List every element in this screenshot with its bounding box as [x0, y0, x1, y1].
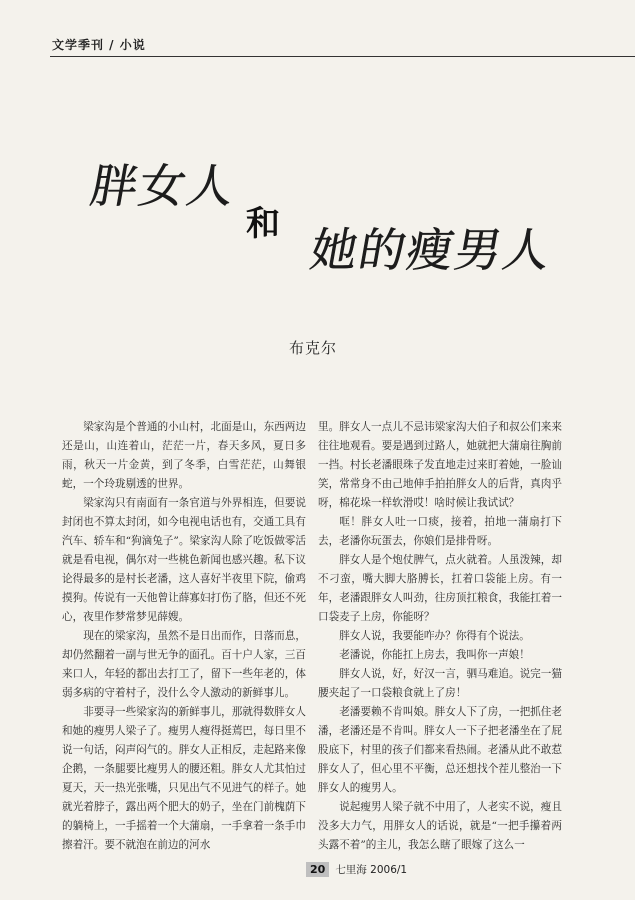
section-header: 文学季刊 / 小说	[52, 38, 146, 52]
paragraph: 哐！胖女人吐一口痰，接着，拍地一蒲扇打下去，老潘你玩蛋去，你娘们是排骨呀。	[318, 516, 562, 547]
page-number: 20	[306, 862, 329, 877]
author-name: 布克尔	[289, 339, 338, 357]
paragraph: 梁家沟是个普通的小山村，北面是山，东西两边还是山，山连着山，茫茫一片，春天多风，夏日多雨，秋天一片金黄，到了冬季，白雪茫茫，山舞银蛇，一个玲珑剔透的世界。	[62, 421, 306, 490]
paragraph: 非要寻一些梁家沟的新鲜事儿，那就得数胖女人和她的瘦男人梁子了。瘦男人瘦得挺蔫巴，每日里不说一句话，闷声闷气的。胖女人正相反，走起路来像企鹅，一条腿要比瘦男人的腰还粗。胖女人尤其怕过夏天，天一热光张嘴，只见出气不见进气的样子。她就光着脖子，露出两个肥大的奶子，坐在门前槐荫下的躺椅上，一手摇着一个大蒲扇，一手拿着一条手巾擦着汗。要不就泡在前边的河水	[62, 706, 306, 851]
paragraph: 胖女人是个炮仗脾气，点火就着。人虽泼辣，却不刁蛮，嘴大脚大胳膊长，扛着口袋能上房。有一年，老潘跟胖女人叫劲，往房顶扛粮食，我能扛着一口袋麦子上房，你能呀？	[318, 554, 562, 623]
paragraph: 说起瘦男人梁子就不中用了，人老实不说，瘦且没多大力气，用胖女人的话说，就是“一把手攥着两头露不着”的主儿，我怎么瞎了眼嫁了这么一	[318, 801, 562, 851]
paragraph: 现在的梁家沟，虽然不是日出而作，日落而息，却仍然翻着一副与世无争的面孔。百十户人家，三百来口人，年轻的都出去打工了，留下一些年老的，体弱多病的守着村子，没什么令人激动的新鲜事儿。	[62, 630, 306, 699]
paragraph: 里。胖女人一点儿不忌讳梁家沟大伯子和叔公们来来往往地观看。要是遇到过路人，她就把大蒲扇往胸前一挡。村长老潘眼珠子发直地走过来盯着她，一脸讪笑，常常身不由己地伸手拍拍胖女人的后背，真肉乎呀，棉花垛一样软滑哎！啥时候让我试试？	[318, 421, 562, 509]
title-line-1: 胖女人	[86, 159, 241, 213]
left-column	[62, 418, 306, 855]
title-conjunction: 和	[246, 204, 280, 244]
paragraph: 胖女人说，好，好汉一言，驷马难追。说完一猫腰夹起了一口袋粮食就上了房！	[318, 668, 562, 699]
right-column	[318, 418, 562, 855]
paragraph: 老潘说，你能扛上房去，我叫你一声娘！	[339, 649, 530, 661]
publication-info: 七里海 2006/1	[335, 864, 408, 876]
title-line-2: 她的瘦男人	[306, 223, 557, 277]
paragraph: 梁家沟只有南面有一条官道与外界相连，但要说封闭也不算太封闭，如今电视电话也有，交通工具有汽车、轿车和“狗滴兔子”。梁家沟人除了吃饭做零活就是看电视，偶尔对一些桃色新闻也感兴趣。私下议论得最多的是村长老潘，这人喜好半夜里下院，偷鸡摸狗。传说有一天他曾让薛寡妇打伤了胳，但还不死心，夜里作梦常梦见薛嫂。	[62, 497, 306, 623]
page-footer	[306, 862, 407, 877]
paragraph: 胖女人说，我要能咋办？你得有个说法。	[339, 630, 530, 642]
header-divider	[50, 56, 635, 57]
paragraph: 老潘要赖不肯叫娘。胖女人下了房，一把抓住老潘，老潘还是不肯叫。胖女人一下子把老潘坐在了屁股底下，村里的孩子们都来看热闹。老潘从此不敢惹胖女人了，但心里不平衡，总还想找个茬儿整治一下胖女人的瘦男人。	[318, 706, 562, 794]
